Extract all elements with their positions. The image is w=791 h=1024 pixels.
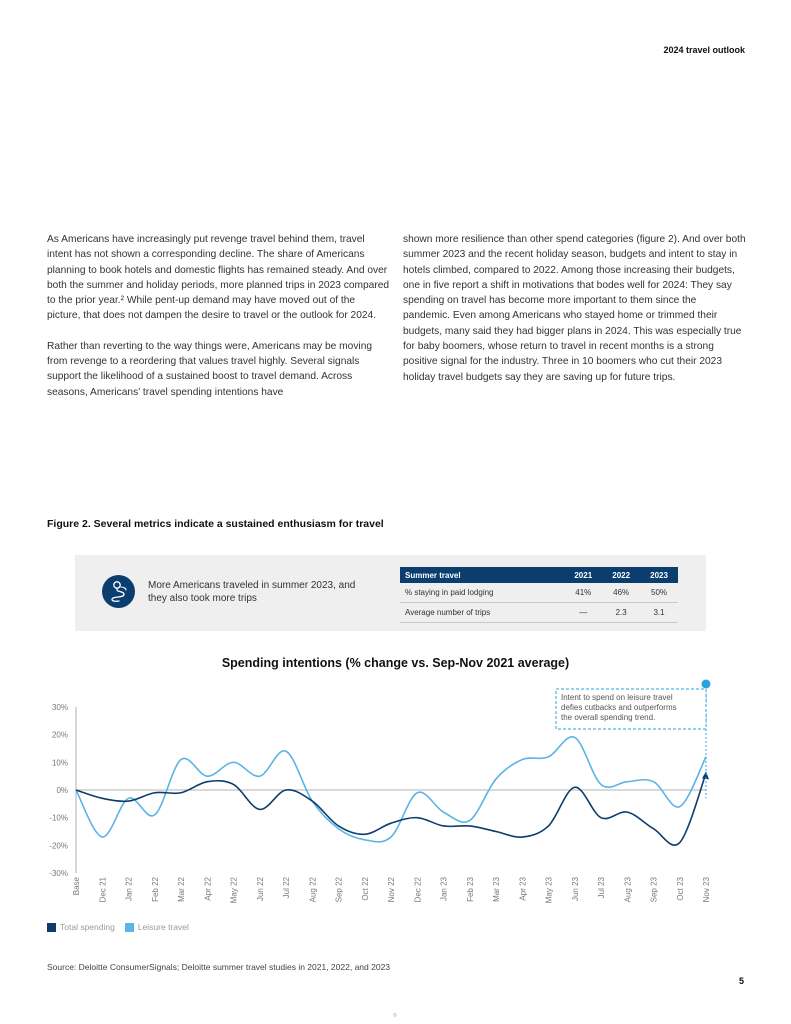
series-line-total-spending [76, 773, 706, 845]
y-tick-label: 20% [51, 730, 68, 740]
y-tick-label: -30% [49, 869, 68, 878]
x-tick-label: Jun 23 [570, 877, 580, 902]
table-row [400, 583, 678, 603]
table-row [400, 603, 678, 623]
figure-title: Figure 2. Several metrics indicate a sustained enthusiasm for travel [47, 518, 384, 530]
annotation-dot [702, 680, 711, 689]
table-cell: Average number of trips [400, 603, 564, 623]
y-tick-label: -10% [49, 813, 68, 823]
travel-route-icon [102, 575, 135, 608]
document-header-title: 2024 travel outlook [663, 45, 745, 55]
x-tick-label: Feb 23 [465, 877, 475, 902]
table-header-cell: 2022 [602, 567, 640, 583]
table-cell: 41% [564, 583, 602, 603]
x-tick-label: Jan 22 [124, 877, 134, 902]
legend-label: Total spending [60, 922, 115, 932]
x-tick-label: Feb 22 [150, 877, 160, 902]
x-tick-label: Dec 22 [413, 877, 423, 903]
x-tick-label: Sep 22 [334, 877, 344, 903]
x-tick-label: Jul 22 [282, 877, 291, 899]
series-line-leisure-travel [76, 737, 706, 842]
x-tick-label: Jan 23 [439, 877, 449, 902]
table-cell: — [564, 603, 602, 623]
x-tick-label: May 22 [229, 877, 239, 904]
x-tick-label: Jul 23 [597, 877, 606, 899]
x-tick-label: Aug 23 [623, 877, 633, 903]
body-paragraph: As Americans have increasingly put revenge travel behind them, travel intent has not shown a corresponding decline. The share of Americans planning to book hotels and domestic flights has remained steady. And over both the summer and holiday periods, more planned trips in 2023 compared to the prior year.² While pent-up demand may have moved out of the picture, that does not dampen the desire to travel or the outlook for 2024. [47, 234, 390, 322]
x-tick-label: Mar 23 [492, 877, 501, 902]
summer-travel-table [400, 567, 678, 623]
footer-mark: ® [393, 1013, 397, 1019]
figure-source: Source: Deloitte ConsumerSignals; Deloitte summer travel studies in 2021, 2022, and 2023 [47, 962, 391, 972]
table-cell: 3.1 [640, 603, 678, 623]
legend-swatch [47, 923, 56, 932]
x-tick-label: Apr 23 [518, 877, 528, 901]
x-tick-label: Oct 23 [675, 877, 685, 901]
table-cell: 50% [640, 583, 678, 603]
table-cell: 2.3 [602, 603, 640, 623]
x-tick-label: Jun 22 [255, 877, 265, 902]
body-paragraph: Rather than reverting to the way things were, Americans may be moving from revenge to a reordering that values travel highly. Several signals support the likelihood of a sustained boost to travel demand. Across seasons, Americans’ travel spending intentions have [47, 340, 373, 398]
summer-travel-panel [75, 555, 706, 631]
panel-caption: More Americans traveled in summer 2023, and they also took more trips [148, 580, 356, 604]
x-tick-label: Aug 22 [308, 877, 318, 903]
page-number: 5 [738, 976, 744, 986]
table-header-cell: Summer travel [400, 567, 564, 583]
legend-item-total-spending [47, 922, 115, 932]
x-tick-label: Base [72, 877, 81, 896]
x-tick-label: Nov 23 [702, 877, 711, 903]
legend-swatch [125, 923, 134, 932]
x-tick-label: Oct 22 [360, 877, 370, 901]
legend-item-leisure-travel [125, 922, 189, 932]
y-tick-label: 10% [51, 758, 68, 768]
body-paragraph: shown more resilience than other spend categories (figure 2). And over both summer 2023 and the recent holiday season, budgets and intent to stay in hotels climbed, compared to 2022. Among those increasing their budgets, one in five report a shift in motivations that bodes well for 2024: They say spending on travel has become more important to them since the pandemic. Even among Americans who stayed home or trimmed their budgets, many said they had bigger plans in 2024. This was especially true for baby boomers, whose return to travel in recent months is a strong positive signal for the industry. Three in 10 boomers who cut their 2023 holiday travel budgets say they are saving up for future trips. [403, 234, 746, 383]
body-column-right [403, 232, 746, 400]
table-header-cell: 2023 [640, 567, 678, 583]
x-tick-label: Mar 22 [177, 877, 186, 902]
legend-label: Leisure travel [137, 922, 189, 932]
y-tick-label: 0% [56, 786, 68, 795]
table-header-row [400, 567, 678, 583]
x-tick-label: May 23 [544, 877, 554, 904]
y-tick-label: -20% [49, 841, 68, 851]
body-column-left [47, 232, 390, 415]
x-tick-label: Sep 23 [649, 877, 659, 903]
annotation-text: Intent to spend on leisure travel defies cutbacks and outperforms the overall spending trend. [561, 693, 677, 722]
table-header-cell: 2021 [564, 567, 602, 583]
chart-title: Spending intentions (% change vs. Sep-Nov 2021 average) [221, 656, 570, 670]
table-cell: % staying in paid lodging [400, 583, 564, 603]
x-tick-label: Nov 22 [387, 877, 396, 903]
table-cell: 46% [602, 583, 640, 603]
spending-intentions-chart [0, 675, 791, 920]
x-tick-label: Dec 21 [98, 877, 108, 903]
y-tick-label: 30% [51, 703, 68, 712]
x-tick-label: Apr 22 [203, 877, 213, 901]
chart-legend [47, 922, 199, 932]
